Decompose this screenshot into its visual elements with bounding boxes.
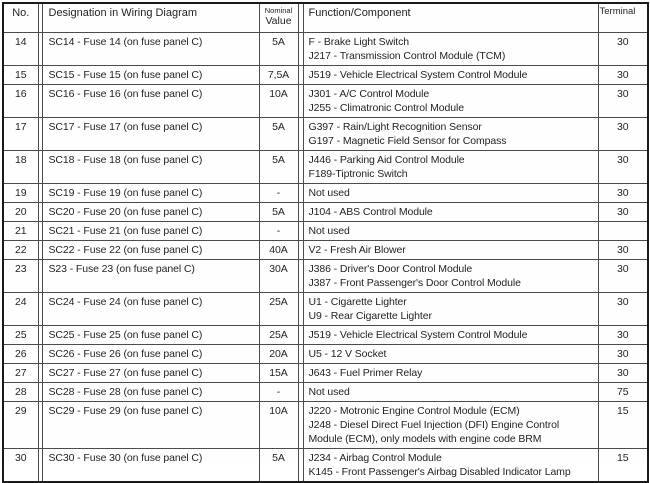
cell-terminal: 30 — [598, 65, 648, 84]
function-line: Not used — [308, 186, 350, 199]
function-line: J248 - Diesel Direct Fuel Injection (DFI) Engine Control Module (ECM), only models with engine code BRM — [308, 418, 560, 445]
table-row — [3, 65, 648, 84]
cell-nominal: - — [259, 382, 298, 401]
cell-function — [303, 382, 598, 401]
cell-designation: S23 - Fuse 23 (on fuse panel C) — [42, 259, 259, 292]
header-nominal — [259, 3, 298, 32]
function-line: J446 - Parking Aid Control Module — [308, 153, 465, 166]
cell-designation: SC17 - Fuse 17 (on fuse panel C) — [42, 117, 259, 150]
function-line: Not used — [308, 224, 350, 237]
cell-designation: SC28 - Fuse 28 (on fuse panel C) — [42, 382, 259, 401]
cell-no: 27 — [3, 363, 38, 382]
cell-terminal: 30 — [598, 202, 648, 221]
cell-function — [303, 84, 598, 117]
cell-designation: SC18 - Fuse 18 (on fuse panel C) — [42, 150, 259, 183]
cell-terminal: 15 — [598, 448, 648, 482]
function-line: Not used — [308, 385, 350, 398]
cell-function — [303, 221, 598, 240]
cell-designation: SC22 - Fuse 22 (on fuse panel C) — [42, 240, 259, 259]
function-line: J255 - Climatronic Control Module — [308, 101, 464, 114]
cell-function — [303, 202, 598, 221]
cell-designation: SC14 - Fuse 14 (on fuse panel C) — [42, 32, 259, 65]
cell-nominal: 40A — [259, 240, 298, 259]
cell-designation: SC19 - Fuse 19 (on fuse panel C) — [42, 183, 259, 202]
function-line: F - Brake Light Switch — [308, 35, 410, 48]
cell-nominal: 7,5A — [259, 65, 298, 84]
cell-function — [303, 117, 598, 150]
cell-nominal: 15A — [259, 363, 298, 382]
function-line: G397 - Rain/Light Recognition Sensor — [308, 120, 482, 133]
cell-nominal: 5A — [259, 32, 298, 65]
cell-no: 24 — [3, 292, 38, 325]
table-row — [3, 240, 648, 259]
cell-no: 17 — [3, 117, 38, 150]
table-row — [3, 84, 648, 117]
function-line: J387 - Front Passenger's Door Control Module — [308, 276, 521, 289]
table-row — [3, 221, 648, 240]
cell-terminal: 30 — [598, 150, 648, 183]
cell-nominal: 25A — [259, 325, 298, 344]
cell-no: 21 — [3, 221, 38, 240]
function-line: J234 - Airbag Control Module — [308, 451, 442, 464]
cell-function — [303, 183, 598, 202]
cell-terminal: 30 — [598, 117, 648, 150]
cell-terminal: 30 — [598, 183, 648, 202]
cell-no: 28 — [3, 382, 38, 401]
cell-no: 19 — [3, 183, 38, 202]
cell-function — [303, 65, 598, 84]
function-line: U9 - Rear Cigarette Lighter — [308, 309, 432, 322]
cell-nominal: 30A — [259, 259, 298, 292]
cell-nominal: 10A — [259, 401, 298, 448]
cell-nominal: 5A — [259, 117, 298, 150]
function-line: J519 - Vehicle Electrical System Control Module — [308, 68, 528, 81]
cell-terminal: 30 — [598, 259, 648, 292]
header-designation: Designation in Wiring Diagram — [42, 3, 259, 32]
cell-function — [303, 32, 598, 65]
cell-designation: SC25 - Fuse 25 (on fuse panel C) — [42, 325, 259, 344]
cell-terminal: 30 — [598, 84, 648, 117]
table-row — [3, 183, 648, 202]
header-nominal-line1: Nominal — [264, 6, 293, 15]
header-function: Function/Component — [303, 3, 598, 32]
function-line: K145 - Front Passenger's Airbag Disabled Indicator Lamp — [308, 465, 571, 478]
table-row — [3, 117, 648, 150]
fuse-table-body — [3, 32, 648, 482]
function-line: F189-Tiptronic Switch — [308, 167, 408, 180]
cell-function — [303, 259, 598, 292]
function-line: J217 - Transmission Control Module (TCM) — [308, 49, 506, 62]
table-row — [3, 363, 648, 382]
cell-no: 16 — [3, 84, 38, 117]
cell-function — [303, 240, 598, 259]
cell-no: 25 — [3, 325, 38, 344]
cell-terminal — [598, 221, 648, 240]
cell-designation: SC20 - Fuse 20 (on fuse panel C) — [42, 202, 259, 221]
fuse-table — [2, 2, 649, 483]
function-line: U1 - Cigarette Lighter — [308, 295, 407, 308]
cell-terminal: 30 — [598, 240, 648, 259]
cell-no: 14 — [3, 32, 38, 65]
table-row — [3, 344, 648, 363]
cell-no: 15 — [3, 65, 38, 84]
cell-designation: SC16 - Fuse 16 (on fuse panel C) — [42, 84, 259, 117]
cell-function — [303, 325, 598, 344]
cell-terminal: 30 — [598, 292, 648, 325]
table-row — [3, 401, 648, 448]
function-line: J301 - A/C Control Module — [308, 87, 430, 100]
cell-terminal: 30 — [598, 363, 648, 382]
function-line: U5 - 12 V Socket — [308, 347, 387, 360]
header-nominal-line2: Value — [265, 15, 292, 27]
function-line: J643 - Fuel Primer Relay — [308, 366, 423, 379]
table-row — [3, 292, 648, 325]
table-row — [3, 150, 648, 183]
cell-nominal: 20A — [259, 344, 298, 363]
table-row — [3, 448, 648, 482]
function-line: J104 - ABS Control Module — [308, 205, 433, 218]
cell-nominal: - — [259, 183, 298, 202]
cell-designation: SC24 - Fuse 24 (on fuse panel C) — [42, 292, 259, 325]
cell-designation: SC21 - Fuse 21 (on fuse panel C) — [42, 221, 259, 240]
cell-no: 29 — [3, 401, 38, 448]
cell-no: 30 — [3, 448, 38, 482]
header-no: No. — [3, 3, 38, 32]
cell-nominal: 25A — [259, 292, 298, 325]
cell-designation: SC30 - Fuse 30 (on fuse panel C) — [42, 448, 259, 482]
cell-function — [303, 401, 598, 448]
table-row — [3, 382, 648, 401]
cell-no: 18 — [3, 150, 38, 183]
function-line: G197 - Magnetic Field Sensor for Compass — [308, 134, 507, 147]
function-line: J220 - Motronic Engine Control Module (ECM) — [308, 404, 520, 417]
cell-function — [303, 448, 598, 482]
table-row — [3, 325, 648, 344]
cell-terminal: 75 — [598, 382, 648, 401]
cell-nominal: 5A — [259, 202, 298, 221]
cell-function — [303, 150, 598, 183]
cell-nominal: - — [259, 221, 298, 240]
cell-nominal: 5A — [259, 448, 298, 482]
cell-function — [303, 363, 598, 382]
cell-designation: SC29 - Fuse 29 (on fuse panel C) — [42, 401, 259, 448]
table-row — [3, 202, 648, 221]
cell-no: 26 — [3, 344, 38, 363]
table-row — [3, 259, 648, 292]
function-line: J519 - Vehicle Electrical System Control Module — [308, 328, 528, 341]
cell-terminal: 30 — [598, 32, 648, 65]
cell-terminal: 15 — [598, 401, 648, 448]
cell-no: 23 — [3, 259, 38, 292]
cell-function — [303, 292, 598, 325]
cell-function — [303, 344, 598, 363]
cell-no: 20 — [3, 202, 38, 221]
cell-nominal: 10A — [259, 84, 298, 117]
cell-terminal: 30 — [598, 325, 648, 344]
table-header-row — [3, 3, 648, 32]
function-line: J386 - Driver's Door Control Module — [308, 262, 473, 275]
cell-designation: SC27 - Fuse 27 (on fuse panel C) — [42, 363, 259, 382]
cell-terminal: 30 — [598, 344, 648, 363]
function-line: V2 - Fresh Air Blower — [308, 243, 406, 256]
cell-designation: SC15 - Fuse 15 (on fuse panel C) — [42, 65, 259, 84]
table-row — [3, 32, 648, 65]
cell-no: 22 — [3, 240, 38, 259]
header-terminal: Terminal — [598, 3, 648, 32]
cell-designation: SC26 - Fuse 26 (on fuse panel C) — [42, 344, 259, 363]
cell-nominal: 5A — [259, 150, 298, 183]
